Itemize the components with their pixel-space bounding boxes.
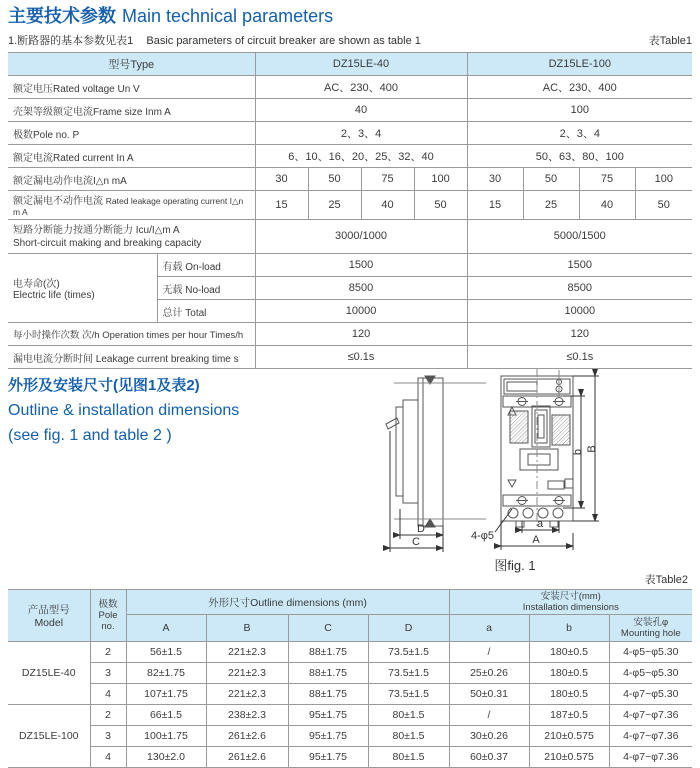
pole-cell: 4 [90,684,126,705]
dim-cell: 100±1.75 [126,726,206,747]
page-title-en: Main technical parameters [122,6,334,26]
param-value: 2、3、4 [467,122,692,145]
param-label: 额定漏电不动作电流 Rated leakage operating current I△n m A [8,191,255,220]
param-sublabel: 总计 Total [157,300,255,323]
table-row [8,726,692,747]
dim-cell: 88±1.75 [288,663,368,684]
dim-cell: 210±0.575 [529,747,609,768]
table-row [8,99,692,122]
dim-cell: 88±1.75 [288,642,368,663]
subtitle-en: Basic parameters of circuit breaker are shown as table 1 [146,35,421,47]
dim-label-A: A [532,534,540,546]
side-view [386,376,486,527]
subtitle-zh: 1.断路器的基本参数见表1 [8,35,134,47]
dim-cell: 187±0.5 [529,705,609,726]
param-value: 75 [579,168,635,191]
col-header-D: D [368,615,449,642]
table-row [8,590,692,615]
param-value: 1500 [467,254,692,277]
dim-cell: 56±1.5 [126,642,206,663]
dim-cell: 25±0.26 [449,663,529,684]
hole-cell: 4-φ7~φ5.30 [609,684,692,705]
parameters-table [8,52,692,369]
dim-cell: 221±2.3 [206,642,288,663]
dim-cell: 107±1.75 [126,684,206,705]
dim-cell: 221±2.3 [206,663,288,684]
dim-cell: 50±0.31 [449,684,529,705]
param-value: AC、230、400 [255,76,467,99]
dimensions-table [8,589,692,768]
param-value: 10000 [255,300,467,323]
dim-cell: 73.5±1.5 [368,642,449,663]
param-value: 100 [467,99,692,122]
dim-cell: / [449,705,529,726]
param-value: 2、3、4 [255,122,467,145]
install-dims-header: 安装尺寸(mm) Installation dimensions [449,590,692,615]
param-value: AC、230、400 [467,76,692,99]
param-value: 40 [579,191,635,220]
dim-cell: 80±1.5 [368,747,449,768]
param-value: 30 [467,168,523,191]
model-cell: DZ15LE-40 [8,642,90,705]
model-40-header: DZ15LE-40 [255,53,467,76]
dim-cell: 80±1.5 [368,726,449,747]
dim-cell: 95±1.75 [288,705,368,726]
type-header: 型号Type [8,53,255,76]
pole-cell: 2 [90,705,126,726]
param-value: 25 [523,191,579,220]
dim-cell: 88±1.75 [288,684,368,705]
dim-cell: 66±1.5 [126,705,206,726]
param-label: 短路分断能力按通分断能力 Icu/I△m A Short-circuit making and breaking capacity [8,220,255,254]
front-view-dimensions [495,376,599,550]
table-row [8,122,692,145]
param-value: 120 [467,323,692,346]
table-row [8,220,692,254]
param-value: 5000/1500 [467,220,692,254]
figure-caption: 图fig. 1 [494,558,536,573]
param-label: 额定漏电动作电流I△n mA [8,168,255,191]
param-value: 50 [523,168,579,191]
dim-cell: 261±2.6 [206,726,288,747]
dim-cell: 60±0.37 [449,747,529,768]
col-header-B: B [206,615,288,642]
pole-cell: 4 [90,747,126,768]
dim-cell: 30±0.26 [449,726,529,747]
col-header-C: C [288,615,368,642]
model-cell: DZ15LE-100 [8,705,90,768]
table-row [8,53,692,76]
dim-cell: 261±2.6 [206,747,288,768]
mounting-hole-header: 安装孔φ Mounting hole [609,615,692,642]
table-row [8,346,692,369]
table-row [8,168,692,191]
dim-cell: 180±0.5 [529,663,609,684]
dim-label-D: D [417,523,425,535]
pole-cell: 3 [90,663,126,684]
param-value: 8500 [255,277,467,300]
table-row [8,642,692,663]
dim-label-C: C [412,536,420,548]
front-view [501,369,573,529]
pole-cell: 2 [90,642,126,663]
param-label: 极数Pole no. P [8,122,255,145]
dim-cell: 180±0.5 [529,642,609,663]
dim-cell: 73.5±1.5 [368,684,449,705]
pole-header: 极数 Pole no. [90,590,126,642]
param-value: 6、10、16、20、25、32、40 [255,145,467,168]
param-label: 额定电流Rated current In A [8,145,255,168]
table-row [8,705,692,726]
param-value: 8500 [467,277,692,300]
param-sublabel: 有载 On-load [157,254,255,277]
param-value: ≤0.1s [467,346,692,369]
dim-cell: 130±2.0 [126,747,206,768]
col-header-A: A [126,615,206,642]
dim-cell: 210±0.575 [529,726,609,747]
page-title-zh: 主要技术参数 [8,6,116,26]
outline-dims-header: 外形尺寸Outline dimensions (mm) [126,590,449,615]
table-row [8,684,692,705]
hole-cell: 4-φ5~φ5.30 [609,642,692,663]
param-value: 25 [308,191,361,220]
dim-label-a: a [536,518,544,530]
param-value: 15 [467,191,523,220]
hole-cell: 4-φ7~φ7.36 [609,747,692,768]
dim-cell: 95±1.75 [288,726,368,747]
param-value: 50 [308,168,361,191]
subtitle-row [8,32,692,48]
param-value: 30 [255,168,308,191]
col-header-a: a [449,615,529,642]
figure-1 [376,369,698,586]
param-value: 40 [361,191,414,220]
param-value: 10000 [467,300,692,323]
param-value: 1500 [255,254,467,277]
table-row [8,145,692,168]
page-title [8,4,692,28]
dim-cell: 73.5±1.5 [368,663,449,684]
dim-cell: 80±1.5 [368,705,449,726]
table1-tag: 表Table1 [648,35,692,47]
subtitle [8,32,421,48]
dim-label-b: b [572,448,584,456]
table-row [8,191,692,220]
param-label: 壳架等级额定电流Frame size Inm A [8,99,255,122]
col-header-b: b [529,615,609,642]
table-row [8,323,692,346]
dim-label-B: B [586,445,598,453]
param-label: 漏电电流分断时间 Leakage current breaking time s [8,346,255,369]
table-row [8,747,692,768]
outline-heading-en2: (see fig. 1 and table 2 ) [8,427,172,444]
param-value: 120 [255,323,467,346]
param-value: 40 [255,99,467,122]
dim-cell: 95±1.75 [288,747,368,768]
param-sublabel: 无载 No-load [157,277,255,300]
param-value: 50 [635,191,692,220]
param-value: ≤0.1s [255,346,467,369]
outline-heading [8,373,239,448]
breaker-drawing [376,369,698,581]
param-value: 100 [635,168,692,191]
dim-cell: 180±0.5 [529,684,609,705]
param-label: 电寿命(次) Electric life (times) [8,254,157,323]
dim-cell: 221±2.3 [206,684,288,705]
dim-cell: / [449,642,529,663]
param-value: 50 [414,191,467,220]
param-label: 额定电压Rated voltage Un V [8,76,255,99]
outline-section [8,369,692,589]
mounting-hole-label: 4-φ5 [471,530,495,542]
table-row [8,254,692,277]
outline-heading-en1: Outline & installation dimensions [8,402,240,419]
model-header: 产品型号 Model [8,590,90,642]
param-label: 每小时操作次数 次/h Operation times per hour Times/h [8,323,255,346]
hole-cell: 4-φ7~φ7.36 [609,705,692,726]
hole-cell: 4-φ5~φ5.30 [609,663,692,684]
table-row [8,76,692,99]
param-value: 75 [361,168,414,191]
model-100-header: DZ15LE-100 [467,53,692,76]
table2-tag: 表Table2 [644,574,688,586]
outline-heading-zh: 外形及安装尺寸(见图1及表2) [8,377,200,394]
dim-cell: 238±2.3 [206,705,288,726]
table-row [8,663,692,684]
param-value: 50、63、80、100 [467,145,692,168]
param-value: 3000/1000 [255,220,467,254]
dim-cell: 82±1.75 [126,663,206,684]
hole-cell: 4-φ7~φ7.36 [609,726,692,747]
param-value: 15 [255,191,308,220]
pole-cell: 3 [90,726,126,747]
param-value: 100 [414,168,467,191]
